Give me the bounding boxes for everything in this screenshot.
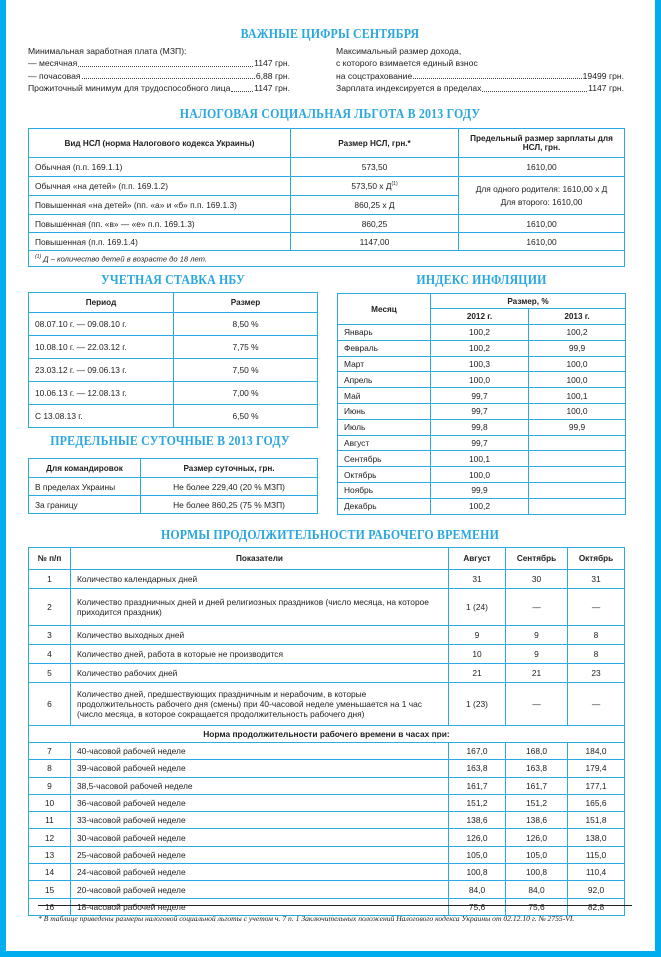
cell: 10 <box>29 794 71 811</box>
table-row <box>29 812 625 829</box>
cell: 30-часовой рабочей неделе <box>71 829 449 846</box>
cell: 11 <box>29 812 71 829</box>
table-row <box>338 451 626 467</box>
cell: Сентябрь <box>338 451 431 467</box>
cell: Повышенная (п.п. 169.1.4) <box>29 233 291 251</box>
cell: 100,0 <box>529 372 626 388</box>
line <box>28 82 290 94</box>
label: — почасовая <box>28 70 81 81</box>
table-row <box>29 626 625 645</box>
cell: Повышенная «на детей» (пп. «а» и «б» п.п. 169.1.3) <box>29 196 291 215</box>
cell: 8 <box>568 626 625 645</box>
cell: — <box>568 589 625 626</box>
inflation-table <box>337 293 626 515</box>
cell: 161,7 <box>449 777 506 794</box>
cell: Количество выходных дней <box>71 626 449 645</box>
worktime-table <box>28 547 625 916</box>
header: Октябрь <box>568 548 625 570</box>
cell: 15 <box>29 881 71 898</box>
title-nsl: НАЛОГОВАЯ СОЦИАЛЬНАЯ ЛЬГОТА В 2013 ГОДУ <box>179 107 481 122</box>
cell: 39-часовой рабочей неделе <box>71 760 449 777</box>
table-row <box>29 359 318 382</box>
table-row <box>29 760 625 777</box>
table-row <box>29 382 318 405</box>
table-row <box>338 388 626 404</box>
title-worktime: НОРМЫ ПРОДОЛЖИТЕЛЬНОСТИ РАБОЧЕГО ВРЕМЕНИ <box>160 528 500 543</box>
cell: 151,2 <box>449 794 506 811</box>
cell: 7 <box>29 743 71 760</box>
cell: 2 <box>29 589 71 626</box>
cell: 99,7 <box>431 388 529 404</box>
cell: 14 <box>29 864 71 881</box>
table-row <box>29 589 625 626</box>
cell: 100,2 <box>431 325 529 341</box>
table-row <box>29 496 318 514</box>
cell <box>529 435 626 451</box>
cell: 99,7 <box>431 435 529 451</box>
cell: Количество рабочих дней <box>71 664 449 683</box>
nbu-table <box>28 292 318 428</box>
cell: Не более 229,40 (20 % МЗП) <box>141 478 318 496</box>
cell: 573,50 <box>291 158 459 177</box>
cell: 1 <box>29 570 71 589</box>
value: 1147 грн. <box>254 58 290 69</box>
cell: 75,6 <box>449 898 506 915</box>
table-row <box>29 570 625 589</box>
header: Размер суточных, грн. <box>141 459 318 478</box>
cell: 165,6 <box>568 794 625 811</box>
cell: 100,2 <box>529 325 626 341</box>
table-row <box>338 482 626 498</box>
cell: 82,8 <box>568 898 625 915</box>
title-nbu: УЧЕТНАЯ СТАВКА НБУ <box>101 273 245 288</box>
text: Минимальная заработная плата (МЗП): <box>28 46 187 56</box>
line <box>336 82 624 94</box>
cell: За границу <box>29 496 141 514</box>
cell: 99,9 <box>431 482 529 498</box>
table-row <box>338 467 626 483</box>
cell: 138,6 <box>449 812 506 829</box>
cell: 9 <box>506 645 568 664</box>
cell: 100,8 <box>449 864 506 881</box>
cell: С 13.08.13 г. <box>29 405 174 428</box>
cell: 860,25 х Д <box>291 196 459 215</box>
table-row <box>338 498 626 514</box>
cell: 40-часовой рабочей неделе <box>71 743 449 760</box>
cell: 105,0 <box>449 846 506 863</box>
table-row <box>29 313 318 336</box>
cell: 100,2 <box>431 498 529 514</box>
cell: 115,0 <box>568 846 625 863</box>
cell: 151,2 <box>506 794 568 811</box>
line <box>336 70 624 82</box>
cell: 1 (23) <box>449 683 506 726</box>
line <box>28 57 290 69</box>
cell: 6 <box>29 683 71 726</box>
cell: Август <box>338 435 431 451</box>
cell: 99,9 <box>529 340 626 356</box>
cell: Март <box>338 356 431 372</box>
text: Максимальный размер дохода, <box>336 46 462 56</box>
label: на соцстрахование <box>336 70 413 81</box>
cell: 84,0 <box>449 881 506 898</box>
cell: 16 <box>29 898 71 915</box>
table-row <box>29 829 625 846</box>
cell: 20-часовой рабочей неделе <box>71 881 449 898</box>
cell: Апрель <box>338 372 431 388</box>
cell: 100,0 <box>529 403 626 419</box>
cell: В пределах Украины <box>29 478 141 496</box>
table-row <box>29 846 625 863</box>
cell: 33-часовой рабочей неделе <box>71 812 449 829</box>
label: — месячная <box>28 58 78 69</box>
cell: 100,2 <box>431 340 529 356</box>
cell: 7,75 % <box>174 336 318 359</box>
cell: Январь <box>338 325 431 341</box>
cell: 184,0 <box>568 743 625 760</box>
cell: Июль <box>338 419 431 435</box>
cell: 100,0 <box>431 467 529 483</box>
cell: 23.03.12 г. — 09.06.13 г. <box>29 359 174 382</box>
subheader-row <box>29 726 625 743</box>
cell: 9 <box>449 626 506 645</box>
cell: Обычная «на детей» (п.п. 169.1.2) <box>29 177 291 196</box>
cell: 1610,00 <box>459 158 625 177</box>
cell: 7,00 % <box>174 382 318 405</box>
cell <box>529 467 626 483</box>
cell: 8,50 % <box>174 313 318 336</box>
cell: 163,8 <box>506 760 568 777</box>
cell: 92,0 <box>568 881 625 898</box>
cell: 75,6 <box>506 898 568 915</box>
cell: 573,50 х $Д^{(1)}$ <box>291 177 459 196</box>
cell <box>529 482 626 498</box>
cell: 25-часовой рабочей неделе <box>71 846 449 863</box>
cell: 08.07.10 г. — 09.08.10 г. <box>29 313 174 336</box>
cell: Количество дней, предшествующих праздничным и нерабочим, в которые продолжительность рабочего дня (смены) при 40-часовой неделе уменьшается на 1 час (число месяца, в которое сокращается продолжительность рабочего дня) <box>71 683 449 726</box>
table-row <box>338 356 626 372</box>
title-per-diem: ПРЕДЕЛЬНЫЕ СУТОЧНЫЕ В 2013 ГОДУ <box>50 434 290 449</box>
table-row <box>338 340 626 356</box>
cell: Июнь <box>338 403 431 419</box>
table-row <box>29 405 318 428</box>
cell: 21 <box>506 664 568 683</box>
cell: Февраль <box>338 340 431 356</box>
header: Сентябрь <box>506 548 568 570</box>
cell: 100,8 <box>506 864 568 881</box>
table-row <box>29 478 318 496</box>
table-row <box>338 419 626 435</box>
value: 6,88 грн. <box>255 70 290 81</box>
cell: 860,25 <box>291 215 459 233</box>
line <box>28 70 290 82</box>
table-row <box>29 664 625 683</box>
cell: Декабрь <box>338 498 431 514</box>
cell: Количество календарных дней <box>71 570 449 589</box>
cell: 179,4 <box>568 760 625 777</box>
table-row <box>29 777 625 794</box>
cell: — <box>568 683 625 726</box>
header: Показатели <box>71 548 449 570</box>
cell: — <box>506 589 568 626</box>
table-row <box>29 794 625 811</box>
cell: 126,0 <box>506 829 568 846</box>
cell: Ноябрь <box>338 482 431 498</box>
cell: Не более 860,25 (75 % МЗП) <box>141 496 318 514</box>
cell: 100,1 <box>431 451 529 467</box>
cell: 30 <box>506 570 568 589</box>
header: Вид НСЛ (норма Налогового кодекса Украины) <box>29 129 291 158</box>
table-row <box>29 743 625 760</box>
header: Период <box>29 293 174 313</box>
cell: 8 <box>568 645 625 664</box>
cell: 10.08.10 г. — 22.03.12 г. <box>29 336 174 359</box>
table-row <box>29 881 625 898</box>
table-row <box>29 645 625 664</box>
cell: 1610,00 <box>459 215 625 233</box>
cell: Количество праздничных дней и дней религиозных праздников (число месяца, на которое приходится праздник) <box>71 589 449 626</box>
label: Зарплата индексируется в пределах <box>336 83 482 94</box>
table-row <box>338 325 626 341</box>
cell: 99,9 <box>529 419 626 435</box>
text: с которого взимается единый взнос <box>336 58 478 69</box>
cell: 21 <box>449 664 506 683</box>
table-row <box>338 372 626 388</box>
table-row <box>338 435 626 451</box>
table-row <box>29 336 318 359</box>
cell: 31 <box>449 570 506 589</box>
cell: 99,8 <box>431 419 529 435</box>
table-row <box>338 403 626 419</box>
value: 1147 грн. <box>254 83 290 94</box>
cell: 9 <box>29 777 71 794</box>
table-row <box>29 864 625 881</box>
cell: 168,0 <box>506 743 568 760</box>
cell: 126,0 <box>449 829 506 846</box>
cell: 12 <box>29 829 71 846</box>
cell: 110,4 <box>568 864 625 881</box>
header: Предельный размер зарплаты для НСЛ, грн. <box>459 129 625 158</box>
cell: 7,50 % <box>174 359 318 382</box>
cell: 24-часовой рабочей неделе <box>71 864 449 881</box>
cell: 1147,00 <box>291 233 459 251</box>
footnote: * В таблице приведены размеры налоговой социальной льготы с учетом ч. 7 п. 1 Заключительных положений Налогового кодекса Украины от 02.12.10 г. № 2755-VI. <box>38 905 632 924</box>
cell: 1610,00 <box>459 233 625 251</box>
nsl-footnote: $^{(1)}$ Д – количество детей в возрасте до 18 лет. <box>29 251 625 267</box>
cell: Количество дней, работа в которые не производится <box>71 645 449 664</box>
cell: Для одного родителя: 1610,00 х Д Для второго: 1610,00 <box>459 177 625 215</box>
header: № п/п <box>29 548 71 570</box>
cell: 6,50 % <box>174 405 318 428</box>
cell: 100,0 <box>431 372 529 388</box>
cell: 9 <box>506 626 568 645</box>
important-right <box>336 45 624 95</box>
cell: 161,7 <box>506 777 568 794</box>
label: Прожиточный минимум для трудоспособного лица <box>28 83 231 94</box>
cell: 18-часовой рабочей неделе <box>71 898 449 915</box>
cell: 10.06.13 г. — 12.08.13 г. <box>29 382 174 405</box>
cell: 10 <box>449 645 506 664</box>
cell: 100,0 <box>529 356 626 372</box>
cell: 1 (24) <box>449 589 506 626</box>
cell: 99,7 <box>431 403 529 419</box>
cell: 36-часовой рабочей неделе <box>71 794 449 811</box>
cell: 23 <box>568 664 625 683</box>
table-row <box>29 683 625 726</box>
header: Размер, % <box>431 294 626 309</box>
cell <box>529 451 626 467</box>
cell: Обычная (п.п. 169.1.1) <box>29 158 291 177</box>
cell: 138,0 <box>568 829 625 846</box>
header: Месяц <box>338 294 431 325</box>
cell: 163,8 <box>449 760 506 777</box>
cell: 4 <box>29 645 71 664</box>
header: Август <box>449 548 506 570</box>
cell: 38,5-часовой рабочей неделе <box>71 777 449 794</box>
header: Размер НСЛ, грн.* <box>291 129 459 158</box>
cell: 5 <box>29 664 71 683</box>
cell: Май <box>338 388 431 404</box>
cell: Октябрь <box>338 467 431 483</box>
cell: — <box>506 683 568 726</box>
cell: 167,0 <box>449 743 506 760</box>
cell: 100,1 <box>529 388 626 404</box>
header: 2013 г. <box>529 309 626 325</box>
cell: 138,6 <box>506 812 568 829</box>
cell: 8 <box>29 760 71 777</box>
cell: 177,1 <box>568 777 625 794</box>
cell: 105,0 <box>506 846 568 863</box>
title-inflation: ИНДЕКС ИНФЛЯЦИИ <box>416 273 547 288</box>
nsl-table <box>28 128 625 267</box>
cell <box>529 498 626 514</box>
cell: 13 <box>29 846 71 863</box>
header: Размер <box>174 293 318 313</box>
header: Для командировок <box>29 459 141 478</box>
subheader: Норма продолжительности рабочего времени в часах при: <box>29 726 625 743</box>
header: 2012 г. <box>431 309 529 325</box>
value: 19499 грн. <box>582 70 624 81</box>
cell: Повышенная (пп. «в» — «е» п.п. 169.1.3) <box>29 215 291 233</box>
value: 1147 грн. <box>588 83 624 94</box>
per-diem-table <box>28 458 318 514</box>
cell: 31 <box>568 570 625 589</box>
cell: 100,3 <box>431 356 529 372</box>
cell: 3 <box>29 626 71 645</box>
title-important: ВАЖНЫЕ ЦИФРЫ СЕНТЯБРЯ <box>240 27 420 42</box>
cell: 84,0 <box>506 881 568 898</box>
important-left <box>28 45 290 95</box>
cell: 151,8 <box>568 812 625 829</box>
